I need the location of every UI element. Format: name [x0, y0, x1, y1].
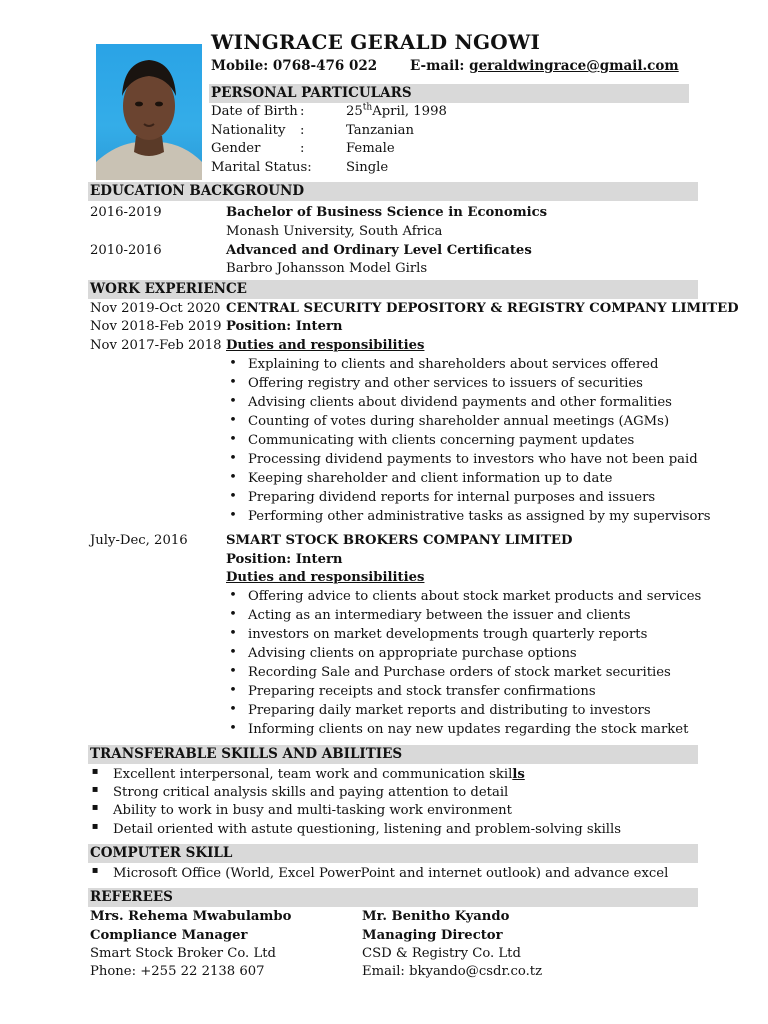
skill-item: Ability to work in busy and multi-tasking work environment: [113, 803, 512, 818]
bullet: •: [229, 683, 237, 698]
duty-item: Communicating with clients concerning payment updates: [248, 433, 635, 448]
duty-item: Counting of votes during shareholder annual meetings (AGMs): [248, 414, 670, 429]
bullet: •: [229, 489, 237, 504]
education-title: Advanced and Ordinary Level Certificates: [226, 243, 532, 258]
referee-title: Managing Director: [362, 928, 503, 943]
duty-item: Keeping shareholder and client information up to date: [248, 471, 613, 486]
job-date: Nov 2017-Feb 2018: [90, 338, 222, 353]
email-line: [410, 58, 679, 74]
dob-separator: :: [300, 104, 305, 119]
nationality-separator: :: [300, 123, 305, 138]
duty-item: Performing other administrative tasks as assigned by my supervisors: [248, 509, 711, 524]
computer-skill-item: Microsoft Office (World, Excel PowerPoint and internet outlook) and advance excel: [113, 866, 669, 881]
bullet: ▪: [91, 821, 99, 832]
education-institution: Barbro Johansson Model Girls: [226, 261, 428, 276]
job-date: Nov 2018-Feb 2019: [90, 319, 222, 334]
duty-item: Informing clients on nay new updates regarding the stock market: [248, 722, 689, 737]
bullet: •: [229, 394, 237, 409]
skill-item: Detail oriented with astute questioning, listening and problem-solving skills: [113, 822, 622, 837]
section-referees: REFEREES: [88, 888, 698, 907]
bullet: ▪: [91, 865, 99, 876]
job-date: July-Dec, 2016: [90, 533, 188, 548]
duty-item: investors on market developments trough quarterly reports: [248, 627, 648, 642]
referee-organization: Smart Stock Broker Co. Ltd: [90, 946, 276, 961]
referee-email: Email: bkyando@csdr.co.tz: [362, 964, 543, 979]
email-link[interactable]: geraldwingrace@gmail.com: [469, 58, 679, 74]
gender-label: Gender: [211, 141, 261, 156]
job-date: Nov 2019-Oct 2020: [90, 301, 221, 316]
bullet: •: [229, 508, 237, 523]
skill-item: Excellent interpersonal, team work and communication skills: [113, 767, 525, 782]
section-transferable-skills: TRANSFERABLE SKILLS AND ABILITIES: [88, 745, 698, 764]
dob-label: Date of Birth: [211, 104, 298, 119]
duties-heading: Duties and responsibilities: [226, 338, 425, 353]
referee-name: Mrs. Rehema Mwabulambo: [90, 909, 292, 924]
job-company: CENTRAL SECURITY DEPOSITORY & REGISTRY COMPANY LIMITED: [226, 301, 739, 316]
bullet: •: [229, 664, 237, 679]
dob-value: 25thApril, 1998: [346, 102, 447, 119]
section-personal-particulars: PERSONAL PARTICULARS: [209, 84, 689, 103]
profile-photo: [96, 44, 202, 180]
skill-item: Strong critical analysis skills and paying attention to detail: [113, 785, 509, 800]
referee-title: Compliance Manager: [90, 928, 248, 943]
email-label: E-mail:: [410, 58, 465, 74]
bullet: •: [229, 588, 237, 603]
bullet: •: [229, 626, 237, 641]
duty-item: Offering registry and other services to issuers of securities: [248, 376, 643, 391]
bullet: ▪: [91, 802, 99, 813]
duties-heading: Duties and responsibilities: [226, 570, 425, 585]
gender-separator: :: [300, 141, 305, 156]
job-position: Position: Intern: [226, 319, 343, 334]
education-years: 2016-2019: [90, 205, 162, 220]
duty-item: Preparing dividend reports for internal purposes and issuers: [248, 490, 656, 505]
bullet: ▪: [91, 766, 99, 777]
marital-status-value: Single: [346, 160, 389, 175]
bullet: •: [229, 432, 237, 447]
duty-item: Recording Sale and Purchase orders of stock market securities: [248, 665, 671, 680]
duty-item: Explaining to clients and shareholders about services offered: [248, 357, 659, 372]
nationality-value: Tanzanian: [346, 123, 415, 138]
bullet: •: [229, 413, 237, 428]
bullet: ▪: [91, 784, 99, 795]
referee-name: Mr. Benitho Kyando: [362, 909, 510, 924]
referee-phone: Phone: +255 22 2138 607: [90, 964, 265, 979]
bullet: •: [229, 645, 237, 660]
duty-item: Advising clients on appropriate purchase options: [248, 646, 577, 661]
job-position: Position: Intern: [226, 552, 343, 567]
duty-item: Processing dividend payments to investors who have not been paid: [248, 452, 698, 467]
marital-status-label: Marital Status:: [211, 160, 312, 175]
referee-organization: CSD & Registry Co. Ltd: [362, 946, 521, 961]
bullet: •: [229, 451, 237, 466]
education-years: 2010-2016: [90, 243, 162, 258]
duty-item: Preparing daily market reports and distributing to investors: [248, 703, 651, 718]
duty-item: Acting as an intermediary between the issuer and clients: [248, 608, 631, 623]
section-work-experience: WORK EXPERIENCE: [88, 280, 698, 299]
nationality-label: Nationality: [211, 123, 286, 138]
bullet: •: [229, 470, 237, 485]
duty-item: Preparing receipts and stock transfer confirmations: [248, 684, 596, 699]
section-education: EDUCATION BACKGROUND: [88, 182, 698, 201]
section-computer-skill: COMPUTER SKILL: [88, 844, 698, 863]
mobile-number: Mobile: 0768-476 022: [211, 58, 378, 74]
education-title: Bachelor of Business Science in Economics: [226, 205, 548, 220]
candidate-name: WINGRACE GERALD NGOWI: [211, 30, 541, 54]
job-company: SMART STOCK BROKERS COMPANY LIMITED: [226, 533, 573, 548]
bullet: •: [229, 721, 237, 736]
duty-item: Offering advice to clients about stock market products and services: [248, 589, 702, 604]
duty-item: Advising clients about dividend payments and other formalities: [248, 395, 672, 410]
education-institution: Monash University, South Africa: [226, 224, 443, 239]
bullet: •: [229, 375, 237, 390]
bullet: •: [229, 356, 237, 371]
bullet: •: [229, 702, 237, 717]
bullet: •: [229, 607, 237, 622]
gender-value: Female: [346, 141, 395, 156]
